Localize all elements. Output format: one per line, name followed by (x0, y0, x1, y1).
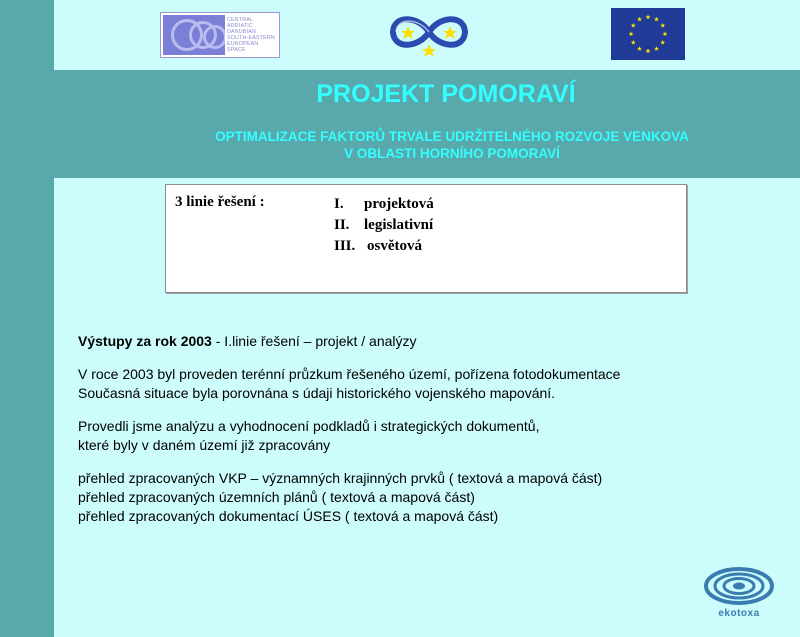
paragraph-survey: V roce 2003 byl proveden terénní průzkum řešeného území, pořízena fotodokumentace Současná situace byla porovnána s údaji historického vojenského mapování. (78, 366, 621, 401)
eu-flag-icon (611, 8, 685, 60)
solution-lines-list (334, 194, 434, 257)
interreg-infinity-icon (386, 6, 472, 58)
paragraph-analysis: Provedli jsme analýzu a vyhodnocení podkladů i strategických dokumentů, které byly v daném území již zpracovány (78, 418, 540, 453)
solution-lines-box (165, 184, 687, 293)
list-item: III. osvětová (334, 238, 422, 254)
list-item: I. projektová (334, 196, 434, 212)
list-item: II. legislativní (334, 217, 434, 233)
list-item: přehled zpracovaných územních plánů ( textová a mapová část) (78, 489, 475, 505)
list-item: přehled zpracovaných VKP – významných krajinných prvků ( textová a mapová část) (78, 470, 603, 486)
page-subtitle: OPTIMALIZACE FAKTORŮ TRVALE UDRŽITELNÉHO ROZVOJE VENKOVA V OBLASTI HORNÍHO POMORAVÍ (215, 129, 689, 161)
main-content (78, 332, 778, 526)
overview-list (78, 469, 778, 526)
ekotoxa-emblem-icon (703, 566, 775, 608)
outputs-heading: Výstupy za rok 2003 - I.linie řešení – projekt / analýzy (78, 333, 417, 349)
cadses-logo (160, 12, 280, 58)
ekotoxa-logo (703, 566, 775, 622)
ekotoxa-name: ekotoxa (718, 608, 760, 619)
page-title: PROJEKT POMORAVÍ (316, 80, 576, 108)
cadses-emblem-icon (163, 15, 225, 55)
solution-lines-label: 3 linie řešení : (175, 194, 265, 210)
list-item: přehled zpracovaných dokumentací ÚSES ( textová a mapová část) (78, 508, 499, 524)
cadses-text: CENTRAL ADRIATIC DANUBIAN SOUTH-EASTERN EUROPEAN SPACE (227, 17, 275, 53)
left-stripe (0, 0, 54, 637)
